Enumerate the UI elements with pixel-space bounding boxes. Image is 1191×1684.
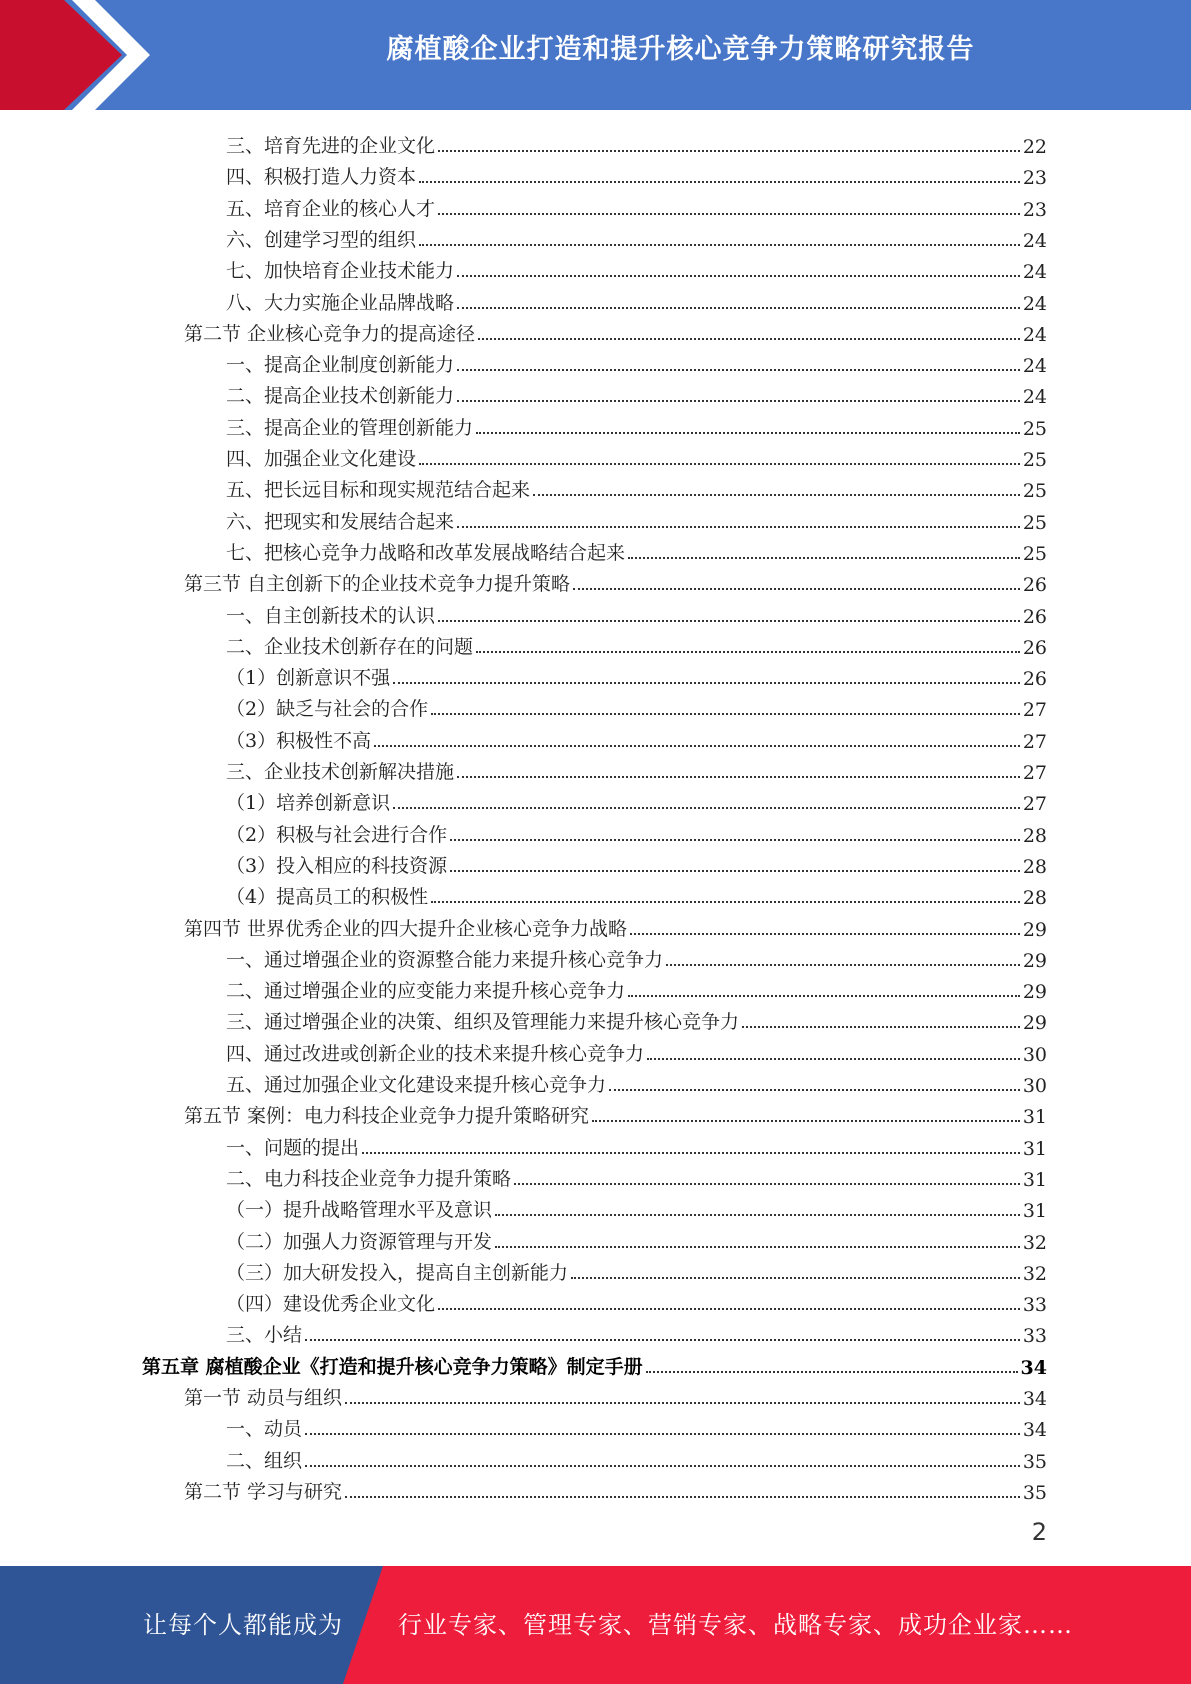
- toc-entry[interactable]: [226, 878, 1047, 909]
- toc-dot-leader: [457, 526, 1020, 528]
- toc-dot-leader: [362, 1152, 1020, 1154]
- toc-entry-page: 26: [1022, 668, 1047, 691]
- toc-entry[interactable]: [226, 127, 1047, 158]
- toc-entry-page: 31: [1022, 1168, 1047, 1191]
- toc-entry[interactable]: [226, 847, 1047, 878]
- toc-dot-leader: [457, 275, 1020, 277]
- toc-entry-page: 28: [1022, 824, 1047, 847]
- toc-entry-page: 24: [1022, 323, 1047, 346]
- toc-entry-page: 31: [1022, 1200, 1047, 1223]
- toc-entry[interactable]: [184, 315, 1047, 346]
- toc-dot-leader: [457, 307, 1020, 309]
- toc-dot-leader: [419, 181, 1020, 183]
- toc-entry[interactable]: [226, 597, 1047, 628]
- toc-dot-leader: [438, 620, 1020, 622]
- toc-dot-leader: [533, 494, 1020, 496]
- toc-entry-page: 33: [1022, 1294, 1047, 1317]
- toc-entry-label: 四、加强企业文化建设: [226, 448, 417, 470]
- toc-dot-leader: [419, 244, 1020, 246]
- toc-entry-page: 35: [1022, 1481, 1047, 1504]
- toc-entry-page: 24: [1022, 261, 1047, 284]
- toc-dot-leader: [495, 1246, 1020, 1248]
- toc-entry-label: 五、把长远目标和现实规范结合起来: [226, 479, 531, 502]
- toc-dot-leader: [438, 1308, 1020, 1310]
- toc-entry[interactable]: [226, 471, 1047, 502]
- toc-dot-leader: [514, 1183, 1020, 1185]
- toc-entry-label: 第二节 企业核心竞争力的提高途径: [184, 322, 476, 345]
- toc-dot-leader: [476, 432, 1020, 434]
- toc-entry-label: （3）积极性不高: [226, 729, 372, 752]
- toc-dot-leader: [438, 150, 1020, 152]
- toc-entry[interactable]: [226, 221, 1047, 252]
- toc-entry-label: （2）积极与社会进行合作: [226, 823, 448, 846]
- toc-entry-label: 一、问题的提出: [226, 1136, 360, 1159]
- toc-entry[interactable]: [184, 1379, 1047, 1410]
- toc-entry[interactable]: [226, 1191, 1047, 1222]
- page-footer: [0, 1566, 1191, 1684]
- toc-entry[interactable]: [226, 190, 1047, 221]
- toc-entry-label: 四、积极打造人力资本: [226, 166, 417, 189]
- toc-entry-label: 一、通过增强企业的资源整合能力来提升核心竞争力: [226, 948, 664, 971]
- toc-entry-page: 29: [1022, 1012, 1047, 1035]
- toc-entry[interactable]: [226, 158, 1047, 189]
- toc-entry-label: （3）投入相应的科技资源: [226, 854, 448, 877]
- toc-entry-label: （四）建设优秀企业文化: [226, 1293, 436, 1316]
- toc-dot-leader: [438, 213, 1020, 215]
- toc-entry[interactable]: [226, 784, 1047, 815]
- toc-entry-label: 第一节 动员与组织: [184, 1387, 343, 1409]
- toc-entry[interactable]: [226, 440, 1047, 471]
- toc-entry-label: 三、培育先进的企业文化: [226, 135, 436, 157]
- toc-entry-label: 第二节 学习与研究: [184, 1480, 343, 1503]
- toc-entry-label: 三、企业技术创新解决措施: [226, 761, 455, 783]
- toc-dot-leader: [305, 1465, 1020, 1467]
- toc-entry[interactable]: [226, 1442, 1047, 1473]
- toc-dot-leader: [573, 588, 1020, 590]
- toc-entry-page: 31: [1022, 1137, 1047, 1160]
- toc-entry-label: 三、小结: [226, 1324, 303, 1347]
- toc-entry[interactable]: [226, 284, 1047, 315]
- toc-entry-label: （三）加大研发投入，提高自主创新能力: [226, 1261, 569, 1284]
- toc-entry[interactable]: [184, 910, 1047, 941]
- toc-entry[interactable]: [226, 1129, 1047, 1160]
- toc-entry-label: 第五节 案例：电力科技企业竞争力提升策略研究: [184, 1105, 590, 1128]
- toc-entry[interactable]: [226, 722, 1047, 753]
- toc-entry-label: （2）缺乏与社会的合作: [226, 698, 429, 721]
- toc-dot-leader: [450, 870, 1020, 872]
- toc-entry-label: 一、自主创新技术的认识: [226, 604, 436, 627]
- toc-entry[interactable]: [226, 1285, 1047, 1316]
- toc-dot-leader: [630, 933, 1020, 935]
- toc-entry-label: 四、通过改进或创新企业的技术来提升核心竞争力: [226, 1042, 645, 1065]
- page-number: 2: [1031, 1518, 1047, 1546]
- toc-entry-page: 24: [1022, 355, 1047, 378]
- toc-entry-label: （4）提高员工的积极性: [226, 886, 429, 909]
- toc-entry[interactable]: [184, 1473, 1047, 1504]
- toc-entry-page: 24: [1022, 386, 1047, 409]
- toc-entry-page: 30: [1022, 1043, 1047, 1066]
- toc-entry[interactable]: [226, 1035, 1047, 1066]
- toc-entry-page: 32: [1022, 1262, 1047, 1285]
- toc-entry-page: 25: [1022, 542, 1047, 565]
- toc-entry-page: 26: [1022, 636, 1047, 659]
- toc-dot-leader: [431, 901, 1020, 903]
- toc-dot-leader: [305, 1433, 1020, 1435]
- toc-dot-leader: [393, 807, 1020, 809]
- toc-entry-page: 22: [1022, 136, 1047, 158]
- toc-entry-label: 第四节 世界优秀企业的四大提升企业核心竞争力战略: [184, 917, 628, 940]
- toc-entry[interactable]: [226, 1316, 1047, 1347]
- toc-entry[interactable]: [226, 503, 1047, 534]
- toc-entry-page: 27: [1022, 730, 1047, 753]
- toc-dot-leader: [374, 745, 1020, 747]
- toc-dot-leader: [646, 1371, 1018, 1373]
- toc-entry[interactable]: [226, 972, 1047, 1003]
- toc-entry-label: （1）培养创新意识: [226, 792, 391, 815]
- toc-entry-page: 25: [1022, 449, 1047, 471]
- toc-entry-label: 一、提高企业制度创新能力: [226, 354, 455, 377]
- toc-entry-page: 35: [1022, 1450, 1047, 1473]
- toc-entry-page: 27: [1022, 793, 1047, 816]
- toc-entry-label: 二、组织: [226, 1449, 303, 1472]
- toc-dot-leader: [478, 338, 1020, 340]
- toc-entry-page: 27: [1022, 699, 1047, 722]
- toc-dot-leader: [742, 1026, 1020, 1028]
- toc-entry[interactable]: [226, 1160, 1047, 1191]
- toc-entry-page: 29: [1022, 918, 1047, 941]
- toc-entry-page: 28: [1022, 855, 1047, 878]
- toc-entry[interactable]: [226, 346, 1047, 377]
- toc-entry-label: 二、电力科技企业竞争力提升策略: [226, 1167, 512, 1190]
- toc-entry-label: 二、提高企业技术创新能力: [226, 385, 455, 408]
- toc-entry-page: 30: [1022, 1075, 1047, 1097]
- toc-entry-label: 五、通过加强企业文化建设来提升核心竞争力: [226, 1074, 607, 1096]
- toc-entry-label: 二、通过增强企业的应变能力来提升核心竞争力: [226, 980, 626, 1003]
- toc-entry[interactable]: [226, 1066, 1047, 1097]
- toc-dot-leader: [419, 463, 1020, 465]
- toc-dot-leader: [345, 1496, 1020, 1498]
- toc-entry-page: 24: [1022, 229, 1047, 252]
- toc-entry-page: 25: [1022, 511, 1047, 534]
- toc-entry-page: 25: [1022, 480, 1047, 503]
- toc-dot-leader: [592, 1120, 1020, 1122]
- toc-entry[interactable]: [226, 1003, 1047, 1034]
- toc-entry-label: 一、动员: [226, 1418, 303, 1441]
- toc-entry[interactable]: [142, 1348, 1047, 1379]
- toc-entry[interactable]: [184, 1097, 1047, 1128]
- toc-dot-leader: [628, 557, 1020, 559]
- toc-entry-label: 第五章 腐植酸企业《打造和提升核心竞争力策略》制定手册: [142, 1355, 643, 1378]
- toc-entry-page: 34: [1022, 1419, 1047, 1442]
- toc-entry[interactable]: [226, 1254, 1047, 1285]
- toc-entry-page: 26: [1022, 605, 1047, 628]
- toc-entry-label: （一）提升战略管理水平及意识: [226, 1199, 493, 1222]
- toc-entry[interactable]: [226, 753, 1047, 784]
- toc-entry-page: 25: [1022, 417, 1047, 440]
- footer-roles: 行业专家、管理专家、营销专家、战略专家、成功企业家……: [398, 1611, 1073, 1639]
- toc-entry-page: 34: [1022, 1388, 1047, 1410]
- toc-entry-label: 第三节 自主创新下的企业技术竞争力提升策略: [184, 573, 571, 596]
- page-header: [0, 0, 1191, 110]
- toc-entry-label: 七、把核心竞争力战略和改革发展战略结合起来: [226, 541, 626, 564]
- toc-entry-page: 33: [1022, 1325, 1047, 1348]
- toc-entry[interactable]: [226, 690, 1047, 721]
- toc-dot-leader: [305, 1339, 1020, 1341]
- toc-entry-label: 三、提高企业的管理创新能力: [226, 416, 474, 439]
- toc-entry[interactable]: [226, 659, 1047, 690]
- toc-entry[interactable]: [226, 816, 1047, 847]
- toc-entry[interactable]: [226, 1410, 1047, 1441]
- toc-entry[interactable]: [226, 252, 1047, 283]
- toc-entry-page: 24: [1022, 292, 1047, 315]
- toc-dot-leader: [476, 651, 1020, 653]
- toc-entry-page: 27: [1022, 762, 1047, 784]
- toc-entry[interactable]: [226, 534, 1047, 565]
- toc-dot-leader: [431, 713, 1020, 715]
- toc-dot-leader: [450, 839, 1020, 841]
- header-arrow-decoration: [0, 0, 160, 110]
- toc-entry[interactable]: [226, 941, 1047, 972]
- toc-dot-leader: [666, 964, 1020, 966]
- toc-dot-leader: [628, 995, 1020, 997]
- toc-entry-label: （二）加强人力资源管理与开发: [226, 1230, 493, 1253]
- toc-entry-page: 23: [1022, 198, 1047, 221]
- toc-dot-leader: [345, 1402, 1020, 1404]
- toc-entry-label: 七、加快培育企业技术能力: [226, 260, 455, 283]
- toc-entry-page: 23: [1022, 167, 1047, 190]
- toc-entry[interactable]: [226, 409, 1047, 440]
- toc-dot-leader: [457, 400, 1020, 402]
- toc-entry-label: 八、大力实施企业品牌战略: [226, 291, 455, 314]
- toc-entry[interactable]: [184, 565, 1047, 596]
- footer-slogan: 让每个人都能成为: [143, 1611, 343, 1639]
- toc-entry-page: 34: [1020, 1356, 1047, 1379]
- toc-entry-page: 29: [1022, 981, 1047, 1004]
- toc-dot-leader: [495, 1214, 1020, 1216]
- toc-dot-leader: [609, 1089, 1020, 1091]
- toc-entry-label: 五、培育企业的核心人才: [226, 197, 436, 220]
- toc-entry-page: 28: [1022, 887, 1047, 910]
- toc-dot-leader: [647, 1058, 1020, 1060]
- toc-entry[interactable]: [226, 1223, 1047, 1254]
- toc-entry-label: 六、把现实和发展结合起来: [226, 510, 455, 533]
- toc-entry[interactable]: [226, 377, 1047, 408]
- toc-dot-leader: [457, 776, 1020, 778]
- toc-entry-label: 二、企业技术创新存在的问题: [226, 635, 474, 658]
- toc-entry-label: 三、通过增强企业的决策、组织及管理能力来提升核心竞争力: [226, 1011, 740, 1034]
- toc-dot-leader: [393, 682, 1020, 684]
- report-title: 腐植酸企业打造和提升核心竞争力策略研究报告: [386, 34, 975, 65]
- toc-dot-leader: [457, 369, 1020, 371]
- toc-dot-leader: [571, 1277, 1020, 1279]
- toc-entry[interactable]: [226, 628, 1047, 659]
- toc-entry-page: 29: [1022, 949, 1047, 972]
- toc-entry-label: 六、创建学习型的组织: [226, 228, 417, 251]
- toc-entry-page: 31: [1022, 1106, 1047, 1129]
- toc-entry-label: （1）创新意识不强: [226, 667, 391, 690]
- toc-entry-page: 32: [1022, 1231, 1047, 1254]
- toc-entry-page: 26: [1022, 574, 1047, 597]
